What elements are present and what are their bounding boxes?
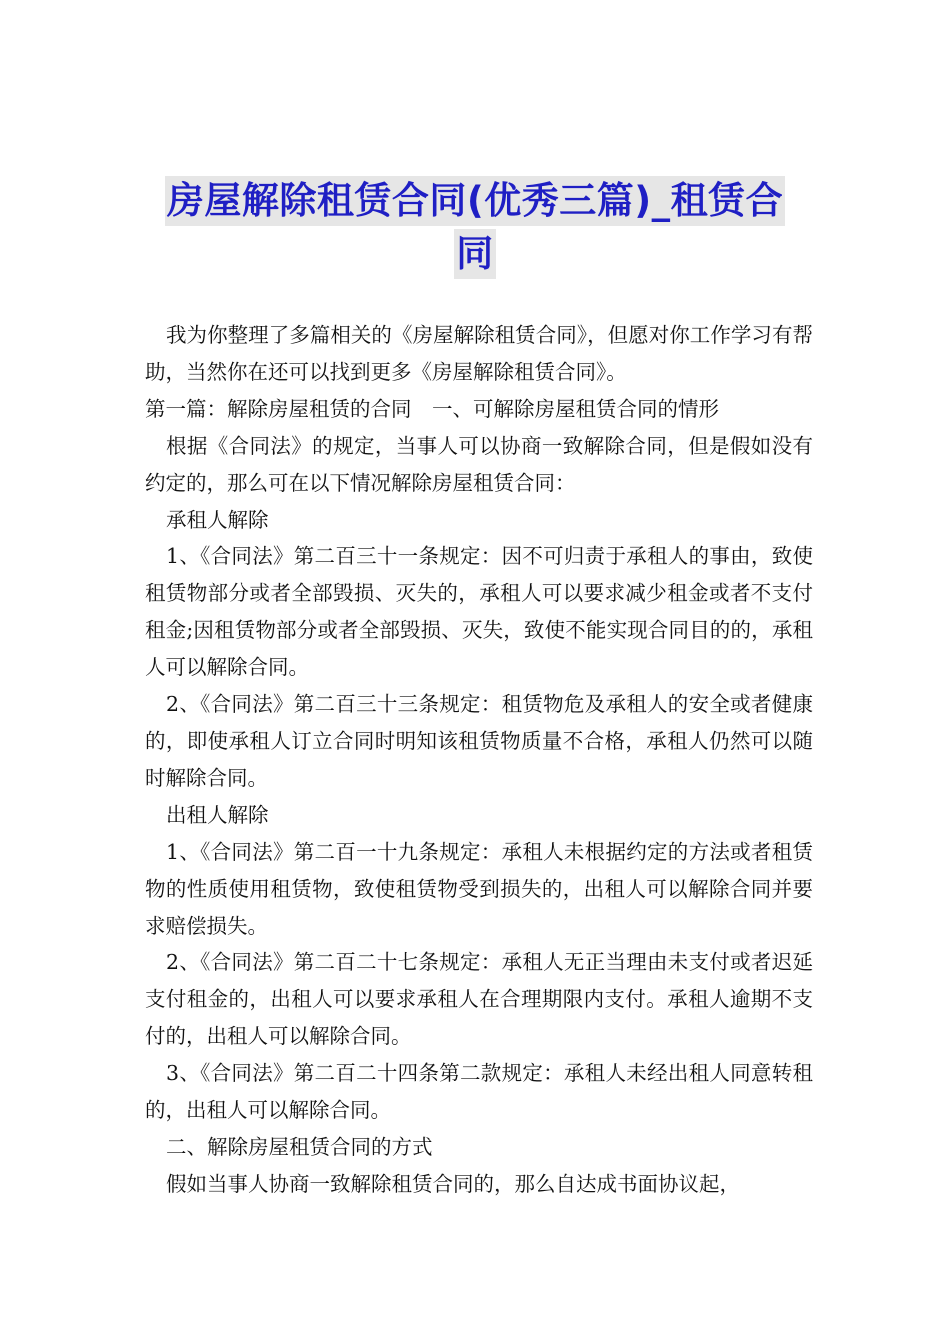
clause-lessor-1: 1、《合同法》第二百一十九条规定：承租人未根据约定的方法或者租赁物的性质使用租赁物，致使租赁物受到损失的，出租人可以解除合同并要求赔偿损失。 — [145, 839, 813, 938]
clause-lessee-1: 1、《合同法》第二百三十一条规定：因不可归责于承租人的事由，致使租赁物部分或者全部毁损、灭失的，承租人可以要求减少租金或者不支付租金;因租赁物部分或者全部毁损、灭失，致使不能实现合同目的的，承租人可以解除合同。 — [145, 544, 813, 680]
section-heading-termination-method: 二、解除房屋租赁合同的方式 — [166, 1134, 433, 1159]
document-body — [145, 317, 813, 1203]
paragraph-termination-method: 假如当事人协商一致解除租赁合同的，那么自达成书面协议起， — [166, 1171, 740, 1196]
paragraph-contract-law-basis: 根据《合同法》的规定，当事人可以协商一致解除合同，但是假如没有约定的，那么可在以下情况解除房屋租赁合同： — [145, 433, 813, 495]
clause-lessee-2: 2、《合同法》第二百三十三条规定：租赁物危及承租人的安全或者健康的，即使承租人订立合同时明知该租赁物质量不合格，承租人仍然可以随时解除合同。 — [145, 692, 813, 790]
subheading-lessor-termination: 出租人解除 — [166, 802, 269, 827]
subheading-lessee-termination: 承租人解除 — [166, 507, 269, 532]
intro-paragraph: 我为你整理了多篇相关的《房屋解除租赁合同》，但愿对你工作学习有帮助，当然你在还可以找到更多《房屋解除租赁合同》。 — [145, 323, 813, 384]
clause-lessor-3: 3、《合同法》第二百二十四条第二款规定：承租人未经出租人同意转租的，出租人可以解除合同。 — [145, 1061, 813, 1123]
document-title — [0, 176, 950, 279]
title-line-1: 房屋解除租赁合同(优秀三篇)_租赁合 — [165, 176, 785, 226]
clause-lessor-2: 2、《合同法》第二百二十七条规定：承租人无正当理由未支付或者迟延支付租金的，出租人可以要求承租人在合理期限内支付。承租人逾期不支付的，出租人可以解除合同。 — [145, 950, 813, 1049]
section-heading-first-article: 第一篇：解除房屋租赁的合同 一、可解除房屋租赁合同的情形 — [145, 396, 719, 421]
title-line-2: 同 — [454, 229, 496, 279]
